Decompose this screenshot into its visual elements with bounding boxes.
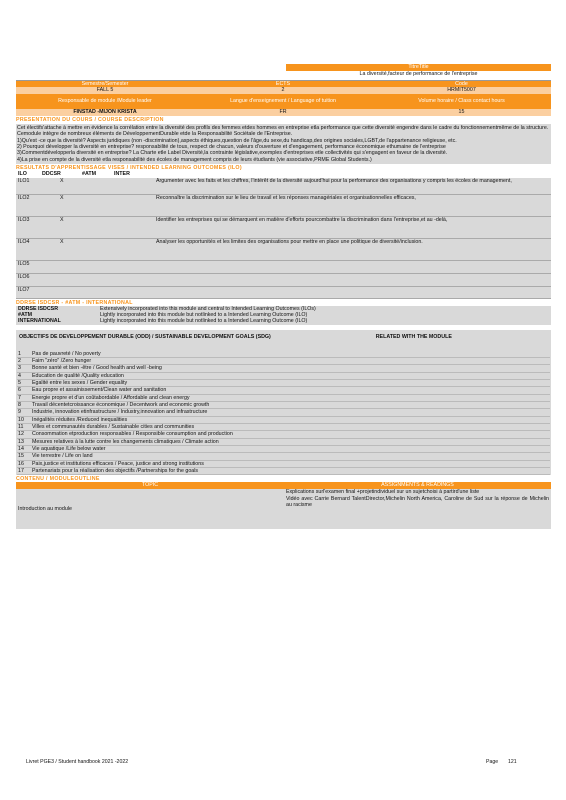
sdg-text: Mesures relatives à la lutte contre les changements climatiques / Climate action bbox=[31, 438, 293, 445]
table-row bbox=[16, 286, 551, 298]
assignment-item: Vidéo avec Carrie Bernard TalentDirector,Michelin North America, Caroline de Sud sur la réponse de Michelin au racisme bbox=[286, 495, 549, 509]
sdg-text: Travail décentetcroissance économique / Decentwork and economic growth bbox=[31, 402, 293, 409]
ilo-text: Reconnaître la discrimination sur le lieu de travail et les réponses managériales et organisationnelles efficaces, bbox=[154, 194, 551, 216]
title-label-row bbox=[16, 64, 551, 71]
semester-value: FALL 5 bbox=[96, 87, 114, 93]
sdg-number: 14 bbox=[17, 446, 31, 453]
ilo-id: ILO2 bbox=[16, 194, 58, 216]
table-row bbox=[16, 238, 551, 260]
footer-handbook: Livret PGE3 / Student handbook 2021 -2022 bbox=[26, 759, 129, 765]
content-header-row bbox=[16, 482, 551, 489]
ilo-mark: X bbox=[58, 194, 154, 216]
title-label: TitreTitle bbox=[286, 64, 551, 71]
ilo-mark: X bbox=[58, 238, 154, 260]
sdg-text: Energie propre et d'un coûtabordable / Affordable and clean energy bbox=[31, 394, 293, 401]
ilo-heading: RESULTATS D'APPRENTISSAGE VISES / INTENDED LEARNING OUTCOMES (ILO) bbox=[16, 165, 242, 172]
ilo-mark: X bbox=[58, 216, 154, 238]
code-label: Code bbox=[455, 81, 468, 87]
sdg-number: 5 bbox=[17, 379, 31, 386]
sdg-text: Vie aquatique /Life below water bbox=[31, 446, 293, 453]
table-row bbox=[17, 351, 550, 358]
sdg-number: 17 bbox=[17, 468, 31, 475]
ects-label: ECTS bbox=[275, 81, 291, 87]
integration-text: Extensively incorporated into this module and central to Intended Learning Outcomes (ILOs) bbox=[100, 305, 316, 312]
integration-text: Lightly incorporated into this module but notlinked to a Intended Learning Outcome (ILO) bbox=[100, 318, 308, 325]
sdg-number: 16 bbox=[17, 460, 31, 467]
content-topic: Introduction au module bbox=[18, 506, 72, 513]
hours-label: Volume horaire / Class contact hours bbox=[418, 98, 505, 105]
table-row bbox=[16, 178, 551, 194]
title-value-row bbox=[16, 71, 551, 81]
table-row bbox=[16, 194, 551, 216]
presentation-paragraph: 2) Pourquoi développer la diversité en entreprise? responsabilité de tous, respect de chacun, valeurs d'ouverture et d'engagement, performance économique ethumaine de l'entreprise bbox=[17, 144, 446, 151]
table-row bbox=[16, 216, 551, 238]
table-row bbox=[17, 438, 550, 445]
ilo-col-atm: #ATM bbox=[82, 171, 97, 178]
presentation-paragraph: Cemodule intègre de nombreux éléments de DéveloppementDurable etde la Responsabilité Sociétale de l'Entreprise. bbox=[17, 131, 293, 138]
table-row bbox=[16, 318, 551, 324]
content-row bbox=[16, 489, 551, 529]
sdg-related: RELATED WITH THE MODULE bbox=[375, 333, 452, 340]
language-value: FR bbox=[279, 109, 287, 115]
sdg-text: Industrie, innovation etinfrastructure / Industry,innovation and infrastructure bbox=[31, 409, 293, 416]
ilo-text: Analyser les opportunités et les limites des organisations pour mettre en place une politique de diversité/inclusion. bbox=[154, 238, 551, 260]
sdg-number: 8 bbox=[17, 402, 31, 409]
sdg-text: Eau propre et assainissement/Clean water and sanitation bbox=[31, 387, 293, 394]
table-row bbox=[17, 409, 550, 416]
table-row bbox=[17, 460, 550, 467]
integration-label: #ATM bbox=[18, 311, 33, 318]
ilo-mark: X bbox=[58, 178, 154, 194]
assignment-item: Explications surl'examen final +projetindividuel sur un sujetchoisi à partird'une liste bbox=[286, 489, 480, 496]
sdg-table bbox=[17, 351, 550, 476]
sdg-text: Villes et communautés durables / Sustainable cities and communities bbox=[31, 424, 293, 431]
table-row bbox=[17, 446, 550, 453]
code-value: HRMIT5007 bbox=[447, 87, 476, 93]
ilo-id: ILO5 bbox=[16, 260, 58, 273]
ilo-id: ILO7 bbox=[16, 286, 58, 298]
content-col-assignments: ASSIGNMENTS & READINGS bbox=[381, 482, 454, 489]
sdg-number: 10 bbox=[17, 416, 31, 423]
hours-value: 15 bbox=[458, 109, 465, 115]
table-row bbox=[17, 357, 550, 364]
table-row bbox=[17, 468, 550, 475]
table-row bbox=[17, 416, 550, 423]
sdg-number: 12 bbox=[17, 431, 31, 438]
responsable-label: Responsable de module /Module leader bbox=[58, 98, 152, 105]
sdg-block bbox=[16, 330, 551, 476]
ilo-id: ILO6 bbox=[16, 273, 58, 286]
integration-label: DDRSE ISDCSR bbox=[18, 305, 59, 312]
sdg-number: 11 bbox=[17, 424, 31, 431]
table-row bbox=[17, 372, 550, 379]
content-heading: CONTENU / MODULEOUTLINE bbox=[16, 476, 100, 483]
ilo-mark bbox=[58, 273, 154, 286]
presentation-heading: PRESENTATION DU COURS / COURSE DESCRIPTION bbox=[16, 117, 164, 123]
table-row bbox=[17, 431, 550, 438]
ects-value: 2 bbox=[281, 87, 285, 93]
sdg-text: Paix,justice et institutions efficaces / Peace, justice and strong institutions bbox=[31, 460, 293, 467]
sdg-number: 2 bbox=[17, 357, 31, 364]
sdg-number: 7 bbox=[17, 394, 31, 401]
sdg-text: Education de qualité /Quality education bbox=[31, 372, 293, 379]
ilo-text bbox=[154, 286, 551, 298]
ilo-text: Identifier les entreprises qui se démarquent en matière d'efforts pourcombattre la discrimination dans l'entreprise,et au -delà, bbox=[154, 216, 551, 238]
sdg-text: Egalité entre les sexes / Gender equality bbox=[31, 379, 293, 386]
page-footer bbox=[26, 759, 526, 765]
table-row bbox=[17, 365, 550, 372]
presentation-paragraph: Cet électifs'attache à mettre en évidence la corrélation entre la diversité des profils des femmes etdes hommes en entreprise etla performance que cette diversité engendre dans le cadre du fonctionnementmême de la structure. bbox=[17, 125, 549, 131]
leader-header-row bbox=[16, 94, 551, 109]
ilo-mark bbox=[58, 260, 154, 273]
table-row bbox=[17, 387, 550, 394]
footer-page-number: 121 bbox=[508, 759, 517, 765]
presentation-paragraph: 3)Commentdévelopperla diversité en entreprise? La Charte etle Label Diversité,la contrainte législative,exemples d'entreprises etle collectivités qui s'engagent en faveur de la diversité. bbox=[17, 150, 448, 157]
title-value: La diversité,facteur de performance de l'entreprise bbox=[359, 71, 478, 77]
table-row bbox=[17, 379, 550, 386]
ilo-text bbox=[154, 273, 551, 286]
semester-value-row bbox=[16, 87, 551, 94]
sdg-text: Vie terrestre / Life on land bbox=[31, 453, 293, 460]
sdg-header bbox=[17, 334, 550, 351]
responsable-value: FINSTAD -MIJON KRISTA bbox=[73, 109, 137, 115]
table-row bbox=[17, 453, 550, 460]
sdg-heading: OBJECTIFS DE DEVELOPPEMENT DURABLE (ODD) / SUSTAINABLE DEVELOPMENT GOALS (SDG) bbox=[19, 333, 271, 340]
table-row bbox=[16, 273, 551, 286]
sdg-number: 3 bbox=[17, 365, 31, 372]
integration-heading: DDRSE ISDCSR - #ATM - INTERNATIONAL bbox=[16, 299, 133, 306]
leader-value-row bbox=[16, 109, 551, 116]
sdg-text: Faim "zéro" /Zero hunger bbox=[31, 357, 293, 364]
ilo-text: Argumenter avec les faits et les chiffres, l'intérêt de la diversité aujourd'hui pour la performance des organisations y compris les écoles de management, bbox=[154, 178, 551, 194]
sdg-number: 9 bbox=[17, 409, 31, 416]
semester-label: Semestre/Semester bbox=[81, 81, 129, 87]
table-row bbox=[16, 260, 551, 273]
sdg-number: 1 bbox=[17, 351, 31, 358]
sdg-text: Pas de pauvreté / No poverty bbox=[31, 351, 293, 358]
ilo-col-dcsr: DDCSR bbox=[42, 171, 61, 178]
ilo-id: ILO1 bbox=[16, 178, 58, 194]
ilo-column-headers bbox=[16, 171, 551, 178]
sdg-number: 4 bbox=[17, 372, 31, 379]
ilo-mark bbox=[58, 286, 154, 298]
ilo-col-inter: INTER bbox=[114, 171, 130, 178]
ilo-id: ILO4 bbox=[16, 238, 58, 260]
table-row bbox=[17, 402, 550, 409]
integration-text: Lightly incorporated into this module but notlinked to a Intended Learning Outcome (ILO) bbox=[100, 311, 308, 318]
content-col-topic: TOPIC bbox=[141, 482, 159, 489]
ilo-col-ilo: ILO bbox=[18, 171, 27, 178]
sdg-number: 13 bbox=[17, 438, 31, 445]
ilo-table bbox=[16, 178, 551, 299]
integration-table bbox=[16, 306, 551, 325]
ilo-id: ILO3 bbox=[16, 216, 58, 238]
module-sheet bbox=[16, 64, 551, 529]
sdg-number: 6 bbox=[17, 387, 31, 394]
table-row bbox=[17, 394, 550, 401]
ilo-text bbox=[154, 260, 551, 273]
sdg-number: 15 bbox=[17, 453, 31, 460]
presentation-body bbox=[16, 124, 551, 164]
presentation-paragraph: 4)La prise en compte de la diversité etla responsabilité des écoles de management compris de leurs étudiants (vie associative,PRME Global Students.) bbox=[17, 156, 372, 163]
footer-page-label: Page bbox=[486, 759, 499, 765]
language-label: Langue d'enseignement / Language of tuition bbox=[230, 98, 336, 105]
sdg-text: Consommation etproduction responsables / Responsible consumption and production bbox=[31, 431, 293, 438]
content-assignments bbox=[284, 489, 551, 529]
sdg-text: Bonne santé et bien -être / Good health and well -being bbox=[31, 365, 293, 372]
integration-label: INTERNATIONAL bbox=[18, 318, 61, 325]
sdg-text: Partenariats pour la réalisation des objectifs /Partnerships for the goals bbox=[31, 468, 293, 475]
sdg-text: Inégalités réduites /Reduced inequalities bbox=[31, 416, 293, 423]
presentation-paragraph: 1)Qu'est -ce que la diversité? Aspects juridiques (non -discrimination),aspects éthiques,question de l'âge,du sexe,du handicap,des origines sociales,LGBT,de l'appartenance religieuse, etc. bbox=[17, 137, 457, 144]
table-row bbox=[17, 424, 550, 431]
